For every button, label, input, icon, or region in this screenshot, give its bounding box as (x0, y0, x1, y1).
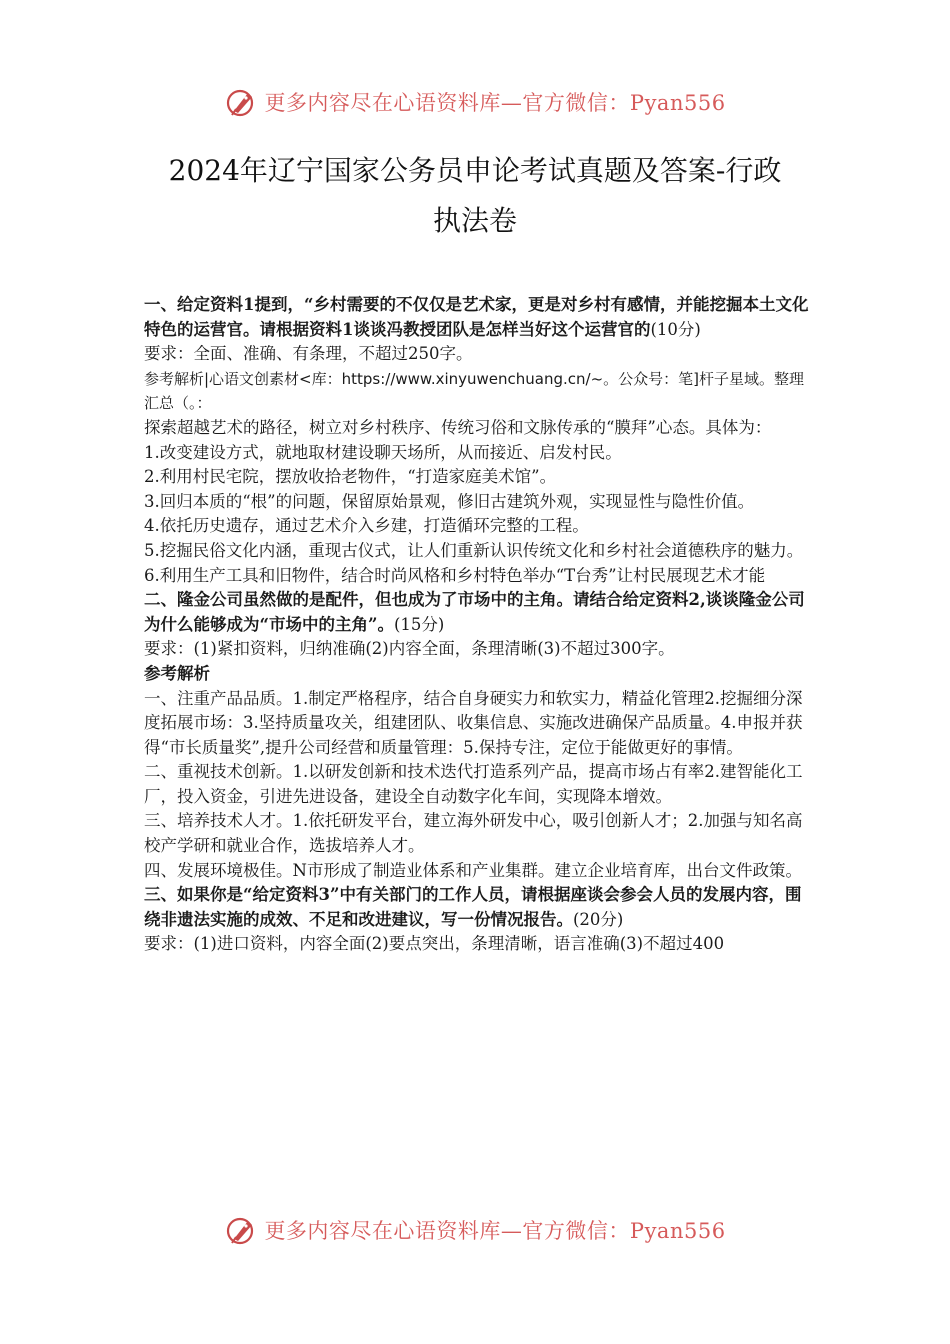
document-body (144, 293, 810, 957)
question-2-reference-label: 参考解析 (144, 663, 210, 683)
answer-1-paragraph: 探索超越艺术的路径，树立对乡村秩序、传统习俗和文脉传承的“膜拜”心态。具体为： (144, 417, 772, 437)
answer-2-paragraph: 三、培养技术人才。1.依托研发平台，建立海外研发中心，吸引创新人才；2.加强与知名高校产学研和就业合作，选拔培养人才。 (144, 811, 803, 856)
answer-1-paragraph: 6.利用生产工具和旧物件，结合时尚风格和乡村特色举办“T台秀”让村民展现艺术才能 (144, 565, 766, 585)
question-1-requirement: 要求：全面、准确、有条理，不超过250字。 (144, 344, 473, 364)
question-3-score: (20分) (573, 909, 624, 929)
question-2 (144, 588, 810, 637)
banner-text: 更多内容尽在心语资料库—官方微信：Pyan556 (264, 91, 726, 115)
answer-1-paragraph: 2.利用村民宅院，摆放收拾老物件，“打造家庭美术馆”。 (144, 467, 557, 487)
question-3 (144, 883, 810, 932)
answer-1-paragraph: 1.改变建设方式，就地取材建设聊天场所，从而接近、启发村民。 (144, 442, 622, 462)
answer-1-paragraph: 4.依托历史遗存，通过艺术介入乡建，打造循环完整的工程。 (144, 516, 589, 536)
pen-nib-logo-icon (224, 1213, 258, 1247)
footer-banner (0, 1210, 950, 1250)
question-1-score: (10分) (650, 319, 701, 339)
question-1-reference: 参考解析|心语文创素材<库：https://www.xinyuwenchuang.cn/~。公众号：笔]杆子星域。整理汇总（。： (144, 369, 805, 413)
question-2-text: 二、隆金公司虽然做的是配件，但也成为了市场中的主角。请结合给定资料2,谈谈隆金公司为什么能够成为“市场中的主角”。 (144, 590, 805, 634)
answer-2-paragraph: 二、重视技术创新。1.以研发创新和技术迭代打造系列产品，提高市场占有率2.建智能化工厂，投入资金，引进先进设备，建设全自动数字化车间，实现降本增效。 (144, 762, 803, 806)
pen-nib-logo-icon (224, 85, 258, 119)
question-1-text: 一、给定资料1提到，“乡村需要的不仅仅是艺术家，更是对乡村有感情，并能挖掘本土文化特色的运营官。请根据资料1谈谈冯教授团队是怎样当好这个运营官的 (144, 295, 809, 339)
question-1 (144, 293, 810, 342)
answer-2-paragraph: 一、注重产品品质。1.制定严格程序，结合自身硬实力和软实力，精益化管理2.挖掘细分深度拓展市场：3.坚持质量攻关，组建团队、收集信息、实施改进确保产品质量。4.申报并获得“市长质量奖”,提升公司经营和质量管理：5.保持专注，定位于能做更好的事情。 (144, 688, 803, 757)
question-2-requirement: 要求：(1)紧扣资料，归纳准确(2)内容全面，条理清晰(3)不超过300字。 (144, 639, 675, 659)
answer-1-paragraph: 5.挖掘民俗文化内涵，重现古仪式，让人们重新认识传统文化和乡村社会道德秩序的魅力。 (144, 540, 804, 560)
question-3-requirement: 要求：(1)进口资料，内容全面(2)要点突出，条理清晰，语言准确(3)不超过400 (144, 934, 725, 954)
question-3-text: 三、如果你是“给定资料3”中有关部门的工作人员，请根据座谈会参会人员的发展内容，围绕非遗法实施的成效、不足和改进建议，写一份情况报告。 (144, 885, 802, 929)
title-line-2: 执法卷 (432, 204, 517, 237)
title-line-1: 2024年辽宁国家公务员申论考试真题及答案-行政 (168, 154, 782, 187)
answer-2-paragraph: 四、发展环境极佳。N市形成了制造业体系和产业集群。建立企业培育库，出台文件政策。 (144, 860, 802, 880)
document-title (100, 146, 850, 246)
banner-text: 更多内容尽在心语资料库—官方微信：Pyan556 (264, 1219, 726, 1243)
header-banner (0, 82, 950, 122)
answer-1-paragraph: 3.回归本质的“根”的问题，保留原始景观，修旧古建筑外观，实现显性与隐性价值。 (144, 491, 755, 511)
question-2-score: (15分) (393, 614, 445, 634)
